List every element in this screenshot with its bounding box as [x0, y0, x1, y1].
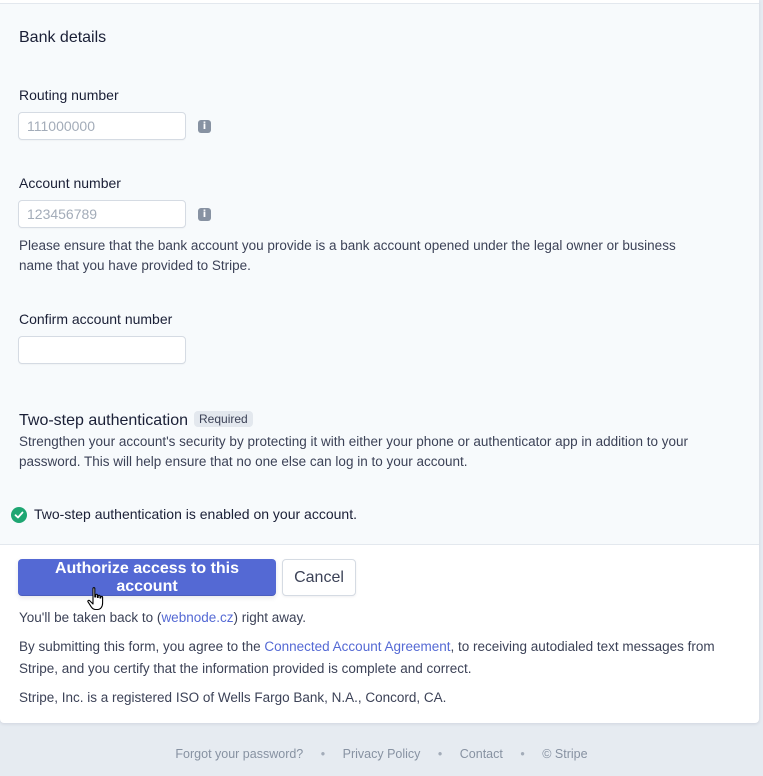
privacy-policy-link[interactable]: Privacy Policy	[342, 747, 421, 761]
account-number-label: Account number	[19, 175, 121, 191]
return-site-link[interactable]: webnode.cz	[161, 610, 234, 625]
authorize-access-button[interactable]: Authorize access to this account	[18, 559, 276, 596]
two-step-description: Strengthen your account's security by protecting it with either your phone or authenticator app in addition to your password. This will help ensure that no one else can log in to your account.	[19, 434, 688, 469]
link-separator: •	[520, 747, 525, 761]
connected-account-agreement-link[interactable]: Connected Account Agreement	[264, 639, 451, 654]
confirm-account-label: Confirm account number	[19, 311, 173, 327]
cancel-button[interactable]: Cancel	[282, 559, 356, 596]
two-step-heading-row	[19, 411, 253, 430]
two-step-heading: Two-step authentication	[19, 412, 188, 429]
check-mark-icon	[14, 510, 24, 520]
contact-link[interactable]: Contact	[459, 747, 503, 761]
return-notice-prefix: You'll be taken back to (	[19, 610, 162, 625]
bottom-links	[0, 747, 763, 761]
forgot-password-link[interactable]: Forgot your password?	[175, 747, 304, 761]
agreement-notice	[19, 636, 739, 680]
agreement-prefix: By submitting this form, you agree to the	[19, 639, 265, 654]
routing-number-input[interactable]	[18, 112, 186, 140]
link-separator: •	[320, 747, 326, 761]
check-circle-icon	[11, 507, 27, 523]
routing-number-label: Routing number	[19, 87, 119, 103]
bank-details-heading: Bank details	[19, 29, 107, 46]
stripe-copyright-link[interactable]: © Stripe	[542, 747, 588, 761]
confirm-account-input[interactable]	[18, 336, 186, 364]
account-number-input[interactable]	[18, 200, 186, 228]
required-badge: Required	[194, 411, 253, 427]
account-info-icon[interactable]: i	[198, 208, 211, 221]
return-notice	[19, 607, 739, 629]
two-step-enabled-status: Two-step authentication is enabled on your account.	[34, 506, 357, 522]
bank-details-section	[0, 3, 759, 389]
iso-notice: Stripe, Inc. is a registered ISO of Wells Fargo Bank, N.A., Concord, CA.	[19, 690, 447, 705]
account-help-text: Please ensure that the bank account you provide is a bank account opened under the legal owner or business name that you have provided to Stripe.	[19, 238, 676, 273]
agreement-suffix: , to receiving autodialed text messages from Stripe, and you certify that the information provided is complete and correct.	[19, 639, 715, 676]
return-notice-suffix: ) right away.	[233, 610, 307, 625]
link-separator: •	[437, 747, 443, 761]
routing-info-icon[interactable]: i	[198, 120, 211, 133]
